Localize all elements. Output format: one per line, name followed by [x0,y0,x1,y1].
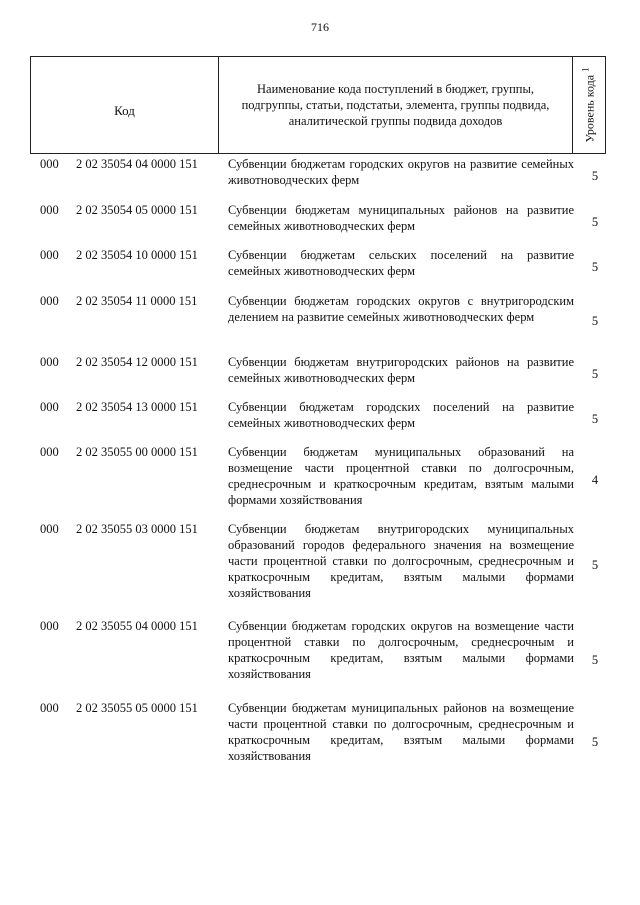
admin-code: 000 [40,619,59,633]
admin-code: 000 [40,355,59,369]
code-name: Субвенции бюджетам городских поселений на развитие семейных животноводческих ферм [228,400,574,430]
admin-code: 000 [40,522,59,536]
budget-code: 2 02 35054 04 0000 151 [76,157,198,171]
code-name: Субвенции бюджетам городских округов с внутригородским делением на развитие семейных животноводческих ферм [228,294,574,324]
budget-code: 2 02 35055 05 0000 151 [76,701,198,715]
code-level: 4 [591,473,599,487]
budget-code: 2 02 35054 05 0000 151 [76,203,198,217]
admin-code: 000 [40,400,59,414]
code-level: 5 [591,169,599,183]
code-name: Субвенции бюджетам сельских поселений на развитие семейных животноводческих ферм [228,248,574,278]
budget-code: 2 02 35054 11 0000 151 [76,294,198,308]
code-level: 5 [591,735,599,749]
code-name: Субвенции бюджетам городских округов на развитие семейных животноводческих ферм [228,157,574,187]
page-number: 716 [311,20,329,34]
header-level-text: Уровень кода [582,74,597,143]
budget-code: 2 02 35055 00 0000 151 [76,445,198,459]
admin-code: 000 [40,248,59,262]
code-level: 5 [591,412,599,426]
admin-code: 000 [40,445,59,459]
code-name: Субвенции бюджетам муниципальных образований на возмещение части процентной ставки по долгосрочным, среднесрочным и краткосрочным кредитам, взятым малыми формами хозяйствования [228,445,574,507]
budget-code: 2 02 35055 03 0000 151 [76,522,198,536]
code-level: 5 [591,558,599,572]
code-level: 5 [591,367,599,381]
admin-code: 000 [40,701,59,715]
header-level [573,57,605,153]
code-level: 5 [591,653,599,667]
code-level: 5 [591,260,599,274]
budget-code: 2 02 35054 10 0000 151 [76,248,198,262]
budget-code: 2 02 35055 04 0000 151 [76,619,198,633]
code-name: Субвенции бюджетам городских округов на возмещение части процентной ставки по долгосрочным, среднесрочным и краткосрочным кредитам, взятым малыми формами хозяйствования [228,619,574,681]
admin-code: 000 [40,294,59,308]
table-header [30,56,606,154]
header-level-label [581,67,598,142]
code-level: 5 [591,314,599,328]
admin-code: 000 [40,203,59,217]
header-level-footnote: 1 [580,67,591,72]
admin-code: 000 [40,157,59,171]
code-name: Субвенции бюджетам муниципальных районов на возмещение части процентной ставки по долгосрочным, среднесрочным и краткосрочным кредитам, взятым малыми формами хозяйствования [228,701,574,763]
budget-code: 2 02 35054 13 0000 151 [76,400,198,414]
code-level: 5 [591,215,599,229]
code-name: Субвенции бюджетам муниципальных районов на развитие семейных животноводческих ферм [228,203,574,233]
header-code: Код [31,57,219,153]
header-name: Наименование кода поступлений в бюджет, группы, подгруппы, статьи, подстатьи, элемента, группы подвида, аналитической группы подвида доходов [219,57,573,153]
budget-code: 2 02 35054 12 0000 151 [76,355,198,369]
code-name: Субвенции бюджетам внутригородских муниципальных образований городов федерального значения на возмещение части процентной ставки по долгосрочным, среднесрочным и краткосрочным кредитам, взятым малыми формами хозяйствования [228,522,574,600]
code-name: Субвенции бюджетам внутригородских районов на развитие семейных животноводческих ферм [228,355,574,385]
